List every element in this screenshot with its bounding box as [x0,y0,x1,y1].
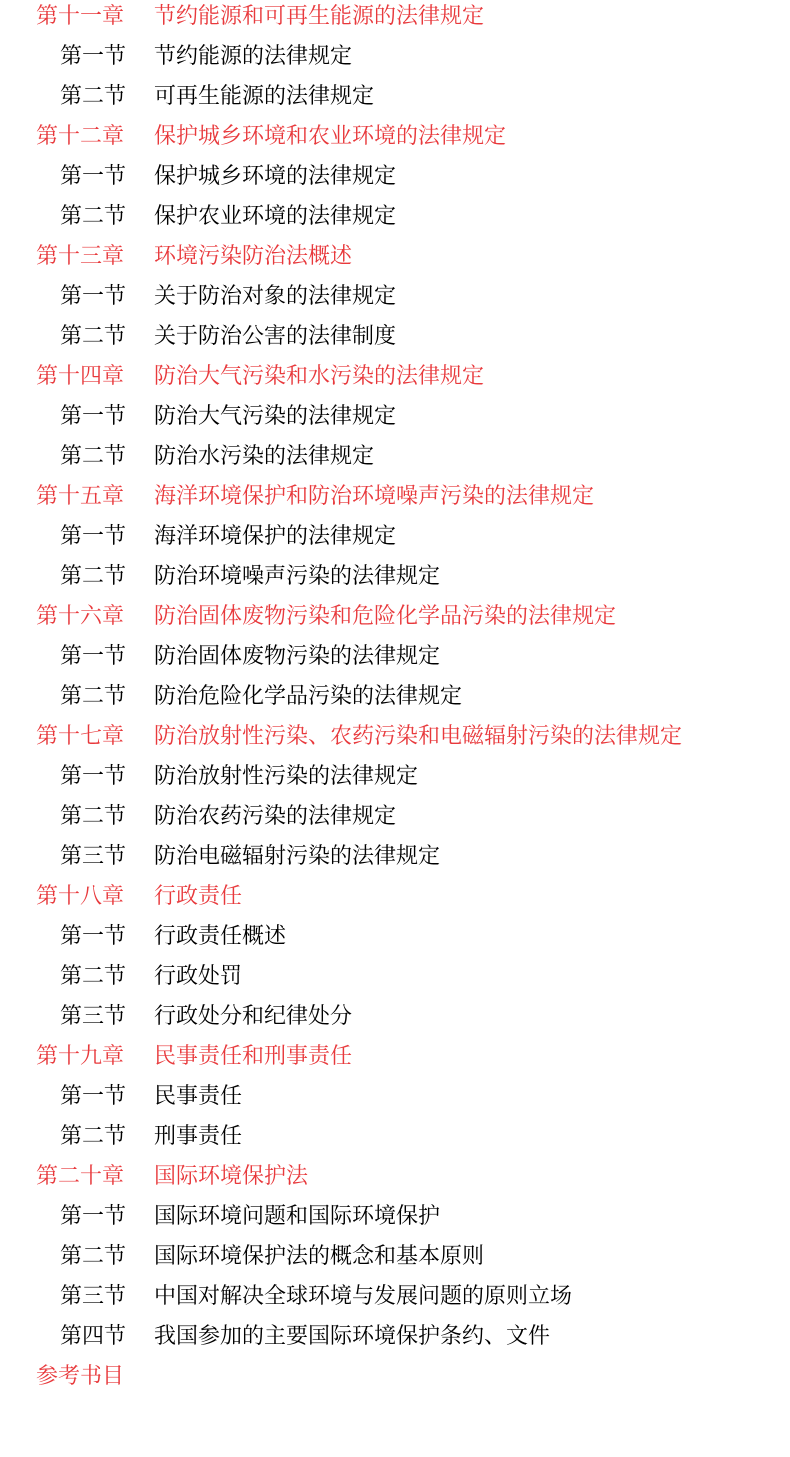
toc-section-entry[interactable] [0,157,790,197]
toc-section-entry[interactable] [0,1317,790,1357]
toc-section-entry[interactable] [0,517,790,557]
section-number: 第二节 [60,1244,127,1269]
section-title: 我国参加的主要国际环境保护条约、文件 [154,1324,551,1349]
toc-chapter-entry[interactable] [0,357,790,397]
section-title: 节约能源的法律规定 [154,44,353,69]
chapter-title: 防治放射性污染、农药污染和电磁辐射污染的法律规定 [154,724,683,749]
chapter-title: 行政责任 [154,884,243,909]
chapter-title: 保护城乡环境和农业环境的法律规定 [154,124,507,149]
toc-section-entry[interactable] [0,77,790,117]
section-number: 第一节 [60,644,127,669]
toc-section-entry[interactable] [0,1077,790,1117]
section-number: 第二节 [60,324,127,349]
section-title: 防治放射性污染的法律规定 [154,764,419,789]
toc-chapter-entry[interactable] [0,117,790,157]
section-title: 行政责任概述 [154,924,287,949]
chapter-title: 节约能源和可再生能源的法律规定 [154,4,485,29]
chapter-number: 第十九章 [36,1044,125,1069]
toc-section-entry[interactable] [0,757,790,797]
toc-section-entry[interactable] [0,1117,790,1157]
toc-chapter-entry[interactable] [0,717,790,757]
toc-section-entry[interactable] [0,317,790,357]
chapter-title: 防治大气污染和水污染的法律规定 [154,364,485,389]
section-title: 可再生能源的法律规定 [154,84,375,109]
section-number: 第一节 [60,44,127,69]
chapter-title: 防治固体废物污染和危险化学品污染的法律规定 [154,604,617,629]
toc-section-entry[interactable] [0,917,790,957]
toc-section-entry[interactable] [0,1237,790,1277]
toc-section-entry[interactable] [0,1197,790,1237]
section-number: 第一节 [60,284,127,309]
section-title: 刑事责任 [154,1124,243,1149]
section-title: 行政处分和纪律处分 [154,1004,353,1029]
section-title: 国际环境保护法的概念和基本原则 [154,1244,485,1269]
chapter-number: 第十一章 [36,4,125,29]
section-number: 第三节 [60,1284,127,1309]
chapter-number: 第二十章 [36,1164,125,1189]
section-number: 第一节 [60,924,127,949]
section-title: 防治电磁辐射污染的法律规定 [154,844,441,869]
section-number: 第三节 [60,844,127,869]
toc-section-entry[interactable] [0,277,790,317]
toc-chapter-entry[interactable] [0,0,790,37]
section-number: 第一节 [60,164,127,189]
toc-section-entry[interactable] [0,797,790,837]
section-number: 第一节 [60,764,127,789]
chapter-title: 国际环境保护法 [154,1164,309,1189]
section-number: 第二节 [60,84,127,109]
chapter-title: 环境污染防治法概述 [154,244,353,269]
section-number: 第二节 [60,444,127,469]
chapter-title: 海洋环境保护和防治环境噪声污染的法律规定 [154,484,595,509]
section-number: 第一节 [60,1204,127,1229]
toc-section-entry[interactable] [0,437,790,477]
section-title: 防治水污染的法律规定 [154,444,375,469]
chapter-title: 民事责任和刑事责任 [154,1044,353,1069]
toc-section-entry[interactable] [0,997,790,1037]
section-number: 第二节 [60,684,127,709]
toc-chapter-entry[interactable] [0,1037,790,1077]
section-number: 第一节 [60,1084,127,1109]
toc-section-entry[interactable] [0,1277,790,1317]
section-title: 海洋环境保护的法律规定 [154,524,397,549]
section-title: 关于防治对象的法律规定 [154,284,397,309]
section-number: 第三节 [60,1004,127,1029]
section-title: 关于防治公害的法律制度 [154,324,397,349]
section-number: 第二节 [60,1124,127,1149]
section-title: 防治大气污染的法律规定 [154,404,397,429]
chapter-number: 第十三章 [36,244,125,269]
section-title: 民事责任 [154,1084,243,1109]
chapter-number: 第十七章 [36,724,125,749]
chapter-number: 参考书目 [36,1364,125,1389]
chapter-number: 第十八章 [36,884,125,909]
toc-chapter-entry[interactable] [0,1357,790,1397]
toc-section-entry[interactable] [0,37,790,77]
chapter-number: 第十五章 [36,484,125,509]
chapter-number: 第十四章 [36,364,125,389]
section-title: 国际环境问题和国际环境保护 [154,1204,441,1229]
toc-chapter-entry[interactable] [0,1157,790,1197]
toc-section-entry[interactable] [0,637,790,677]
section-title: 防治环境噪声污染的法律规定 [154,564,441,589]
section-title: 保护城乡环境的法律规定 [154,164,397,189]
section-title: 防治农药污染的法律规定 [154,804,397,829]
toc-section-entry[interactable] [0,837,790,877]
toc-chapter-entry[interactable] [0,237,790,277]
section-title: 保护农业环境的法律规定 [154,204,397,229]
section-title: 防治固体废物污染的法律规定 [154,644,441,669]
section-title: 中国对解决全球环境与发展问题的原则立场 [154,1284,573,1309]
section-number: 第一节 [60,524,127,549]
toc-section-entry[interactable] [0,197,790,237]
toc-section-entry[interactable] [0,957,790,997]
section-number: 第二节 [60,204,127,229]
toc-chapter-entry[interactable] [0,597,790,637]
toc-chapter-entry[interactable] [0,877,790,917]
toc-section-entry[interactable] [0,397,790,437]
toc-chapter-entry[interactable] [0,477,790,517]
section-title: 行政处罚 [154,964,243,989]
section-title: 防治危险化学品污染的法律规定 [154,684,463,709]
toc-section-entry[interactable] [0,557,790,597]
section-number: 第一节 [60,404,127,429]
chapter-number: 第十六章 [36,604,125,629]
section-number: 第二节 [60,804,127,829]
toc-section-entry[interactable] [0,677,790,717]
section-number: 第二节 [60,964,127,989]
section-number: 第四节 [60,1324,127,1349]
section-number: 第二节 [60,564,127,589]
chapter-number: 第十二章 [36,124,125,149]
